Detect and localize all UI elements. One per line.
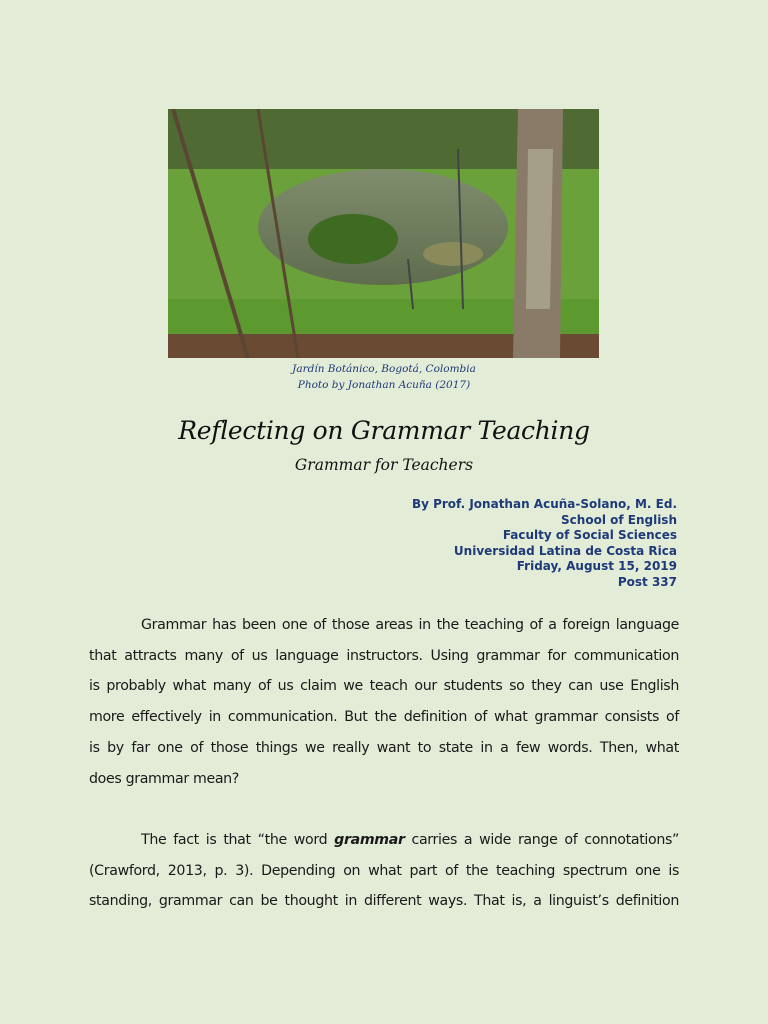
paragraph-line: is by far one of those things we really want to state in a few words. Then, what bbox=[89, 739, 679, 756]
byline bbox=[412, 497, 677, 590]
keyword-grammar: grammar bbox=[334, 831, 405, 848]
photo-caption bbox=[0, 361, 768, 393]
page-title: Reflecting on Grammar Teaching bbox=[178, 416, 590, 445]
page-subtitle: Grammar for Teachers bbox=[294, 456, 474, 474]
paragraph-line: (Crawford, 2013, p. 3). Depending on what part of the teaching spectrum one is bbox=[89, 862, 679, 879]
byline-faculty: Faculty of Social Sciences bbox=[502, 528, 677, 542]
paragraph-line: does grammar mean? bbox=[89, 770, 239, 787]
paragraph-line: standing, grammar can be thought in different ways. That is, a linguist’s definition bbox=[89, 893, 679, 910]
paragraph-line: is probably what many of us claim we teach our students so they can use English bbox=[89, 678, 679, 695]
quote-rest: carries a wide range of connotations” bbox=[404, 831, 680, 848]
paragraph-line: that attracts many of us language instructors. Using grammar for communication bbox=[89, 647, 679, 664]
paragraph-2 bbox=[89, 825, 679, 917]
byline-author: By Prof. Jonathan Acuña-Solano, M. Ed. bbox=[411, 497, 677, 511]
paragraph-line: more effectively in communication. But the definition of what grammar consists of bbox=[89, 709, 679, 726]
byline-date: Friday, August 15, 2019 bbox=[516, 559, 677, 573]
caption-location: Jardín Botánico, Bogotá, Colombia bbox=[292, 363, 476, 375]
quote-intro: The fact is that “the word bbox=[141, 831, 335, 848]
byline-post: Post 337 bbox=[617, 574, 677, 589]
pond-photo-icon bbox=[168, 109, 599, 358]
paragraph-1 bbox=[89, 610, 679, 794]
caption-credit: Photo by Jonathan Acuña (2017) bbox=[297, 379, 471, 391]
pond-photo bbox=[168, 109, 599, 358]
paragraph-line bbox=[89, 825, 679, 856]
byline-university: Universidad Latina de Costa Rica bbox=[453, 543, 677, 558]
paragraph-line: Grammar has been one of those areas in the teaching of a foreign language bbox=[141, 617, 679, 633]
article-body bbox=[89, 610, 679, 917]
byline-school: School of English bbox=[561, 512, 677, 527]
